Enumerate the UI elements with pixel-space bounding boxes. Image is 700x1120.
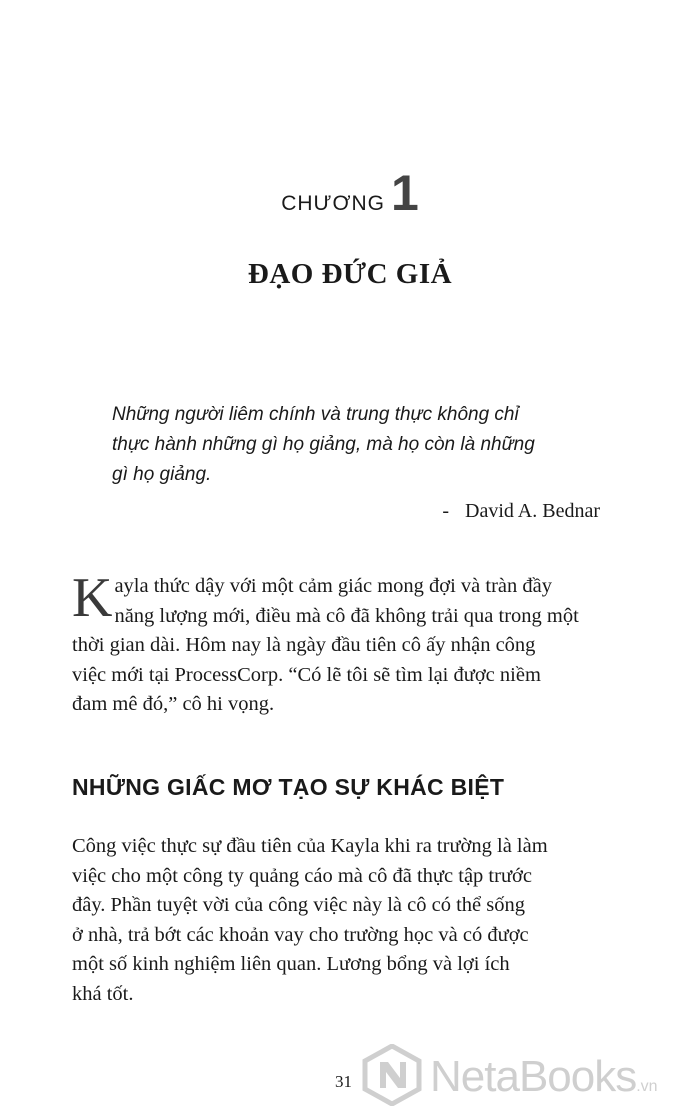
chapter-label: CHƯƠNG bbox=[281, 192, 385, 215]
attribution-author: David A. Bednar bbox=[465, 500, 600, 522]
epigraph-line: gì họ giảng. bbox=[112, 464, 212, 485]
watermark-text: NetaBooks.vn bbox=[430, 1052, 658, 1101]
chapter-heading bbox=[0, 165, 700, 221]
paragraph-line: đây. Phần tuyệt vời của công việc này là cô có thể sống bbox=[72, 894, 525, 916]
section-paragraph bbox=[72, 832, 632, 1009]
paragraph-line: việc mới tại ProcessCorp. “Có lẽ tôi sẽ tìm lại được niềm bbox=[72, 663, 541, 686]
section-heading: NHỮNG GIẤC MƠ TẠO SỰ KHÁC BIỆT bbox=[72, 774, 505, 800]
epigraph-line: Những người liêm chính và trung thực không chỉ bbox=[112, 404, 519, 425]
paragraph-line: năng lượng mới, điều mà cô đã không trải qua trong một bbox=[114, 604, 579, 627]
paragraph-line: khá tốt. bbox=[72, 982, 134, 1005]
paragraph-line: ở nhà, trả bớt các khoản vay cho trường học và có được bbox=[72, 923, 529, 946]
paragraph-line: ayla thức dậy với một cảm giác mong đợi và tràn đầy bbox=[114, 575, 552, 597]
paragraph-line: đam mê đó,” cô hi vọng. bbox=[72, 693, 275, 715]
netabooks-watermark bbox=[362, 1044, 692, 1110]
paragraph-line: việc cho một công ty quảng cáo mà cô đã thực tập trước bbox=[72, 864, 532, 887]
page-number: 31 bbox=[335, 1072, 352, 1091]
paragraph-line: một số kinh nghiệm liên quan. Lương bổng và lợi ích bbox=[72, 953, 510, 975]
epigraph-quote bbox=[112, 400, 612, 490]
paragraph-line: thời gian dài. Hôm nay là ngày đầu tiên cô ấy nhận công bbox=[72, 634, 536, 656]
drop-cap: K bbox=[72, 567, 113, 629]
chapter-title: ĐẠO ĐỨC GIẢ bbox=[247, 258, 453, 290]
netabooks-n-logo-icon bbox=[362, 1044, 422, 1111]
opening-paragraph bbox=[72, 567, 632, 720]
epigraph-attribution bbox=[442, 500, 600, 523]
epigraph-line: thực hành những gì họ giảng, mà họ còn là những bbox=[112, 434, 535, 455]
attribution-dash: - bbox=[442, 500, 450, 522]
paragraph-line: Công việc thực sự đầu tiên của Kayla khi ra trường là làm bbox=[72, 835, 548, 857]
chapter-number: 1 bbox=[390, 165, 419, 221]
